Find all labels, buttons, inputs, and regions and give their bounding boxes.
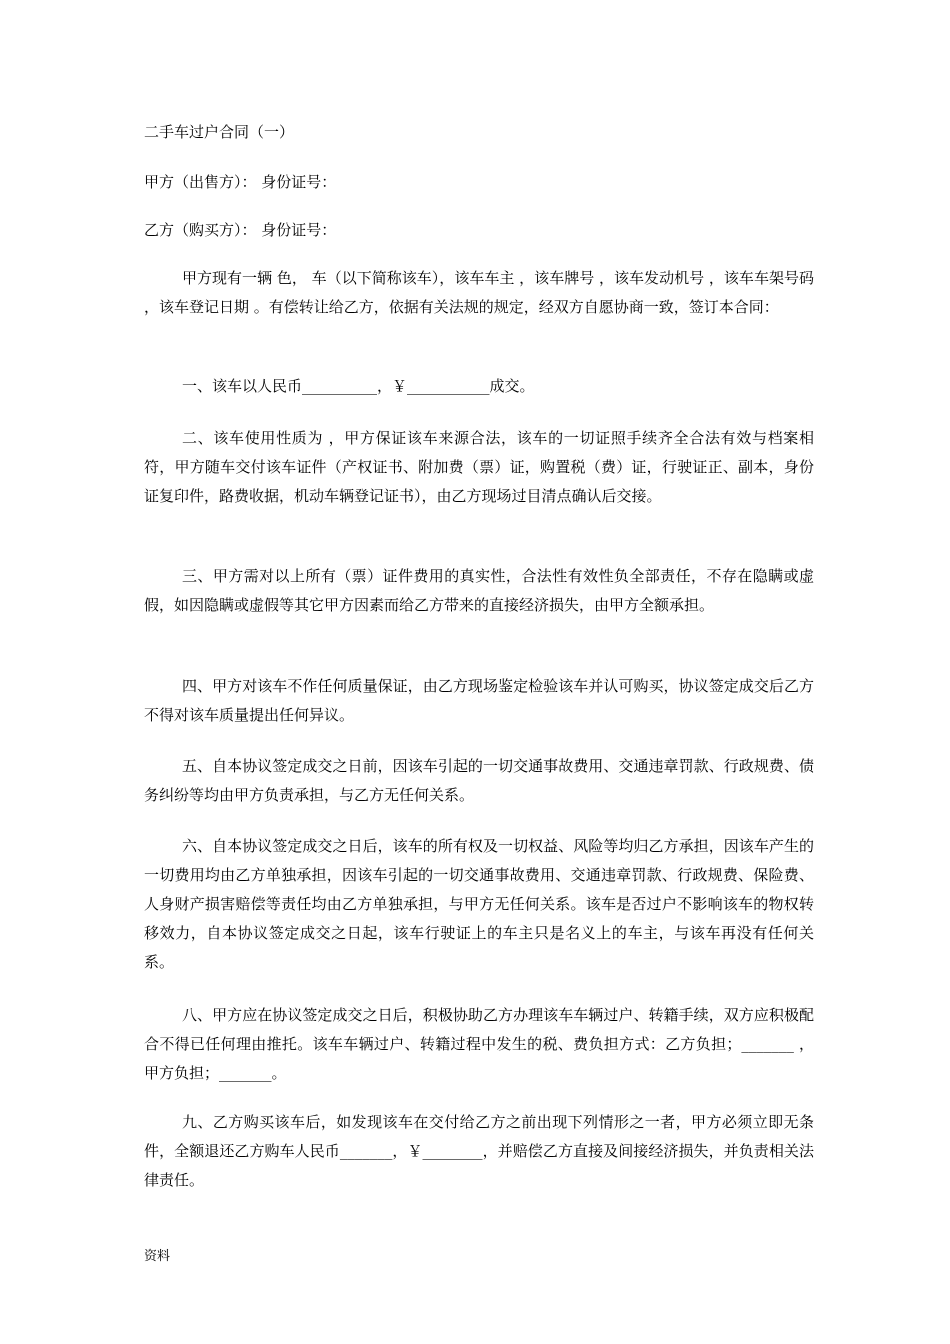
party-b-line: 乙方（购买方）： 身份证号： [144, 221, 337, 239]
clause-8: 八、甲方应在协议签定成交之日后，积极协助乙方办理该车车辆过户、转籍手续，双方应积极配合不得已任何理由推托。该车车辆过户、转籍过程中发生的税、费负担方式：乙方负担；_______ ，甲方负担；_______。 [144, 1006, 814, 1082]
clause-9: 九、乙方购买该车后，如发现该车在交付给乙方之前出现下列情形之一者，甲方必须立即无条件，全额退还乙方购车人民币_______，￥________，并赔偿乙方直接及间接经济损失，并负责相关法律责任。 [144, 1113, 814, 1189]
clause-3: 三、甲方需对以上所有（票）证件费用的真实性，合法性有效性负全部责任，不存在隐瞒或虚假，如因隐瞒或虚假等其它甲方因素而给乙方带来的直接经济损失，由甲方全额承担。 [144, 567, 814, 614]
party-a-line: 甲方（出售方）： 身份证号： [144, 173, 337, 191]
page-footer: 资料 [144, 1249, 171, 1264]
clause-5: 五、自本协议签定成交之日前，因该车引起的一切交通事故费用、交通违章罚款、行政规费、债务纠纷等均由甲方负责承担，与乙方无任何关系。 [144, 757, 814, 804]
clause-1: 一、该车以人民币__________，￥___________成交。 [182, 377, 535, 395]
clause-6: 六、自本协议签定成交之日后，该车的所有权及一切权益、风险等均归乙方承担，因该车产生的一切费用均由乙方单独承担，因该车引起的一切交通事故费用、交通违章罚款、行政规费、保险费、人身财产损害赔偿等责任均由乙方单独承担，与甲方无任何关系。该车是否过户不影响该车的物权转移效力，自本协议签定成交之日起，该车行驶证上的车主只是名义上的车主，与该车再没有任何关系。 [144, 837, 814, 971]
intro-paragraph: 甲方现有一辆 色， 车（以下简称该车），该车车主 ，该车牌号 ，该车发动机号 ，该车车架号码 ，该车登记日期 。有偿转让给乙方，依据有关法规的规定，经双方自愿协商一致，签订本合同： [144, 269, 814, 316]
document-title: 二手车过户合同（一） [144, 123, 295, 141]
clause-4: 四、甲方对该车不作任何质量保证，由乙方现场鉴定检验该车并认可购买，协议签定成交后乙方不得对该车质量提出任何异议。 [144, 677, 814, 724]
clause-2: 二、该车使用性质为 ，甲方保证该车来源合法，该车的一切证照手续齐全合法有效与档案相符，甲方随车交付该车证件（产权证书、附加费（票）证，购置税（费）证，行驶证正、副本，身份证复印件，路费收据，机动车辆登记证书），由乙方现场过目清点确认后交接。 [144, 429, 814, 505]
